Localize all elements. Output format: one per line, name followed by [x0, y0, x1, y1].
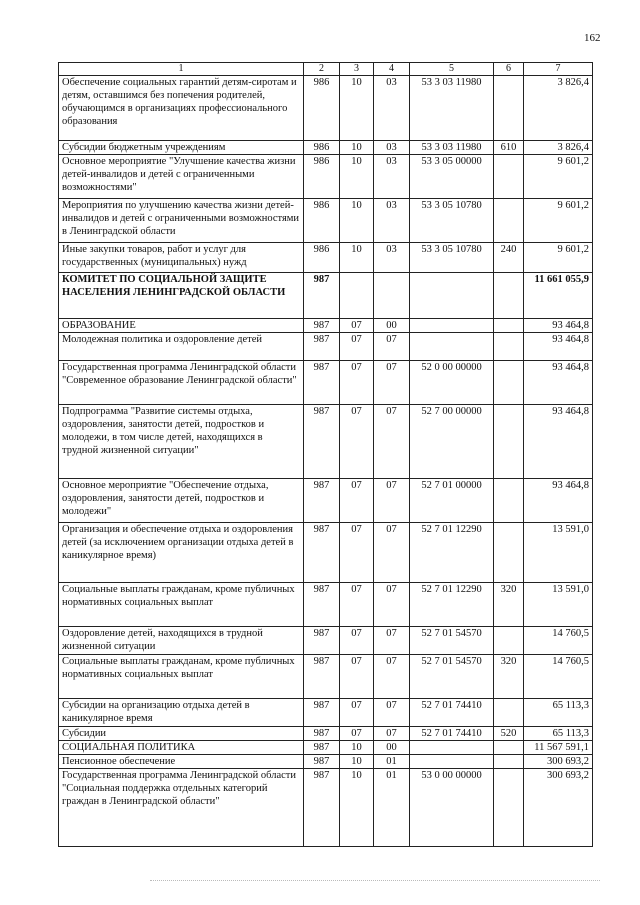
expense-type-cell — [494, 333, 524, 361]
expense-type-cell: 240 — [494, 243, 524, 273]
target-article-cell: 52 7 01 12290 — [410, 583, 494, 627]
agency-code-cell: 986 — [304, 76, 340, 141]
amount-cell: 93 464,8 — [524, 319, 593, 333]
table-row — [59, 727, 593, 741]
row-name-cell: Основное мероприятие "Обеспечение отдыха, оздоровления, занятости детей, подростков и молодежи" — [59, 479, 304, 523]
agency-code-cell: 987 — [304, 479, 340, 523]
agency-code-cell: 987 — [304, 769, 340, 847]
target-article-cell: 53 3 03 11980 — [410, 141, 494, 155]
table-row — [59, 243, 593, 273]
table-body — [59, 76, 593, 847]
row-name-cell: Социальные выплаты гражданам, кроме публичных нормативных социальных выплат — [59, 655, 304, 699]
scan-footer-line — [150, 880, 600, 881]
row-name-cell: Субсидии на организацию отдыха детей в каникулярное время — [59, 699, 304, 727]
section-cell: 10 — [340, 199, 374, 243]
expense-type-cell — [494, 273, 524, 319]
column-header: 1 — [59, 63, 304, 76]
column-header: 5 — [410, 63, 494, 76]
subsection-cell: 00 — [374, 741, 410, 755]
agency-code-cell: 987 — [304, 583, 340, 627]
row-name-cell: Обеспечение социальных гарантий детям-сиротам и детям, оставшимся без попечения родителей, обучающимся в организациях профессионального образования — [59, 76, 304, 141]
section-cell — [340, 273, 374, 319]
target-article-cell: 52 7 01 74410 — [410, 727, 494, 741]
expense-type-cell — [494, 755, 524, 769]
amount-cell: 3 826,4 — [524, 76, 593, 141]
agency-code-cell: 986 — [304, 155, 340, 199]
amount-cell: 9 601,2 — [524, 199, 593, 243]
subsection-cell: 07 — [374, 405, 410, 479]
column-header: 2 — [304, 63, 340, 76]
row-name-cell: Пенсионное обеспечение — [59, 755, 304, 769]
amount-cell: 65 113,3 — [524, 699, 593, 727]
table-row — [59, 755, 593, 769]
table-row — [59, 76, 593, 141]
target-article-cell: 53 3 05 10780 — [410, 243, 494, 273]
agency-code-cell: 987 — [304, 273, 340, 319]
section-cell: 07 — [340, 727, 374, 741]
amount-cell: 11 661 055,9 — [524, 273, 593, 319]
subsection-cell: 03 — [374, 155, 410, 199]
agency-code-cell: 987 — [304, 699, 340, 727]
amount-cell: 11 567 591,1 — [524, 741, 593, 755]
target-article-cell: 52 7 01 12290 — [410, 523, 494, 583]
agency-code-cell: 987 — [304, 319, 340, 333]
agency-code-cell: 986 — [304, 243, 340, 273]
target-article-cell: 52 7 01 54570 — [410, 627, 494, 655]
amount-cell: 14 760,5 — [524, 627, 593, 655]
row-name-cell: Молодежная политика и оздоровление детей — [59, 333, 304, 361]
row-name-cell: Социальные выплаты гражданам, кроме публичных нормативных социальных выплат — [59, 583, 304, 627]
table-row — [59, 199, 593, 243]
table-row — [59, 155, 593, 199]
row-name-cell: КОМИТЕТ ПО СОЦИАЛЬНОЙ ЗАЩИТЕ НАСЕЛЕНИЯ ЛЕНИНГРАДСКОЙ ОБЛАСТИ — [59, 273, 304, 319]
table-row — [59, 479, 593, 523]
section-cell: 10 — [340, 141, 374, 155]
agency-code-cell: 987 — [304, 405, 340, 479]
agency-code-cell: 987 — [304, 523, 340, 583]
expense-type-cell — [494, 769, 524, 847]
table-row — [59, 741, 593, 755]
row-name-cell: Государственная программа Ленинградской области "Современное образование Ленинградской области" — [59, 361, 304, 405]
section-cell: 07 — [340, 655, 374, 699]
target-article-cell: 52 0 00 00000 — [410, 361, 494, 405]
section-cell: 10 — [340, 76, 374, 141]
row-name-cell: СОЦИАЛЬНАЯ ПОЛИТИКА — [59, 741, 304, 755]
agency-code-cell: 987 — [304, 361, 340, 405]
amount-cell: 14 760,5 — [524, 655, 593, 699]
expense-type-cell — [494, 699, 524, 727]
amount-cell: 9 601,2 — [524, 155, 593, 199]
agency-code-cell: 987 — [304, 655, 340, 699]
table-row — [59, 333, 593, 361]
section-cell: 07 — [340, 583, 374, 627]
expense-type-cell — [494, 627, 524, 655]
section-cell: 07 — [340, 405, 374, 479]
target-article-cell — [410, 273, 494, 319]
table-header-row — [59, 63, 593, 76]
amount-cell: 93 464,8 — [524, 361, 593, 405]
section-cell: 07 — [340, 523, 374, 583]
column-header: 7 — [524, 63, 593, 76]
target-article-cell: 52 7 01 00000 — [410, 479, 494, 523]
subsection-cell: 01 — [374, 755, 410, 769]
subsection-cell: 07 — [374, 333, 410, 361]
section-cell: 07 — [340, 627, 374, 655]
section-cell: 07 — [340, 699, 374, 727]
section-cell: 10 — [340, 243, 374, 273]
expense-type-cell — [494, 319, 524, 333]
amount-cell: 300 693,2 — [524, 769, 593, 847]
column-header: 4 — [374, 63, 410, 76]
table-row — [59, 583, 593, 627]
target-article-cell — [410, 319, 494, 333]
agency-code-cell: 987 — [304, 333, 340, 361]
table-row — [59, 699, 593, 727]
column-header: 3 — [340, 63, 374, 76]
subsection-cell: 00 — [374, 319, 410, 333]
row-name-cell: Государственная программа Ленинградской области "Социальная поддержка отдельных категорий граждан в Ленинградской области" — [59, 769, 304, 847]
target-article-cell — [410, 333, 494, 361]
expense-type-cell: 520 — [494, 727, 524, 741]
subsection-cell: 03 — [374, 199, 410, 243]
row-name-cell: Субсидии бюджетным учреждениям — [59, 141, 304, 155]
amount-cell: 13 591,0 — [524, 583, 593, 627]
amount-cell: 9 601,2 — [524, 243, 593, 273]
table-row — [59, 361, 593, 405]
row-name-cell: Организация и обеспечение отдыха и оздоровления детей (за исключением организации отдыха детей в каникулярное время) — [59, 523, 304, 583]
expense-type-cell — [494, 76, 524, 141]
table-row — [59, 655, 593, 699]
expense-type-cell — [494, 405, 524, 479]
target-article-cell: 52 7 01 74410 — [410, 699, 494, 727]
expense-type-cell: 610 — [494, 141, 524, 155]
row-name-cell: Иные закупки товаров, работ и услуг для государственных (муниципальных) нужд — [59, 243, 304, 273]
target-article-cell: 52 7 00 00000 — [410, 405, 494, 479]
row-name-cell: Оздоровление детей, находящихся в трудной жизненной ситуации — [59, 627, 304, 655]
subsection-cell — [374, 273, 410, 319]
table-row — [59, 319, 593, 333]
target-article-cell: 52 7 01 54570 — [410, 655, 494, 699]
subsection-cell: 07 — [374, 523, 410, 583]
agency-code-cell: 986 — [304, 141, 340, 155]
expense-type-cell — [494, 155, 524, 199]
subsection-cell: 07 — [374, 699, 410, 727]
table-row — [59, 523, 593, 583]
expense-type-cell — [494, 199, 524, 243]
table-row — [59, 769, 593, 847]
expense-type-cell: 320 — [494, 655, 524, 699]
target-article-cell: 53 0 00 00000 — [410, 769, 494, 847]
subsection-cell: 07 — [374, 627, 410, 655]
section-cell: 07 — [340, 333, 374, 361]
row-name-cell: Субсидии — [59, 727, 304, 741]
subsection-cell: 03 — [374, 243, 410, 273]
section-cell: 07 — [340, 479, 374, 523]
subsection-cell: 03 — [374, 76, 410, 141]
table-row — [59, 405, 593, 479]
table-row — [59, 627, 593, 655]
table-row — [59, 273, 593, 319]
subsection-cell: 07 — [374, 727, 410, 741]
agency-code-cell: 987 — [304, 627, 340, 655]
expense-type-cell — [494, 361, 524, 405]
row-name-cell: ОБРАЗОВАНИЕ — [59, 319, 304, 333]
amount-cell: 13 591,0 — [524, 523, 593, 583]
expense-type-cell — [494, 523, 524, 583]
section-cell: 10 — [340, 741, 374, 755]
row-name-cell: Мероприятия по улучшению качества жизни детей-инвалидов и детей с ограниченными возможностями в Ленинградской области — [59, 199, 304, 243]
agency-code-cell: 987 — [304, 727, 340, 741]
subsection-cell: 07 — [374, 655, 410, 699]
subsection-cell: 01 — [374, 769, 410, 847]
budget-table — [58, 62, 593, 847]
section-cell: 10 — [340, 155, 374, 199]
page-number: 162 — [584, 32, 601, 44]
subsection-cell: 07 — [374, 583, 410, 627]
subsection-cell: 07 — [374, 361, 410, 405]
amount-cell: 65 113,3 — [524, 727, 593, 741]
subsection-cell: 07 — [374, 479, 410, 523]
target-article-cell: 53 3 05 10780 — [410, 199, 494, 243]
target-article-cell — [410, 741, 494, 755]
section-cell: 07 — [340, 361, 374, 405]
column-header: 6 — [494, 63, 524, 76]
section-cell: 10 — [340, 769, 374, 847]
target-article-cell: 53 3 03 11980 — [410, 76, 494, 141]
amount-cell: 93 464,8 — [524, 479, 593, 523]
subsection-cell: 03 — [374, 141, 410, 155]
section-cell: 07 — [340, 319, 374, 333]
table-row — [59, 141, 593, 155]
expense-type-cell: 320 — [494, 583, 524, 627]
amount-cell: 93 464,8 — [524, 333, 593, 361]
amount-cell: 3 826,4 — [524, 141, 593, 155]
row-name-cell: Подпрограмма "Развитие системы отдыха, оздоровления, занятости детей, подростков и молодежи, в том числе детей, находящихся в трудной жизненной ситуации" — [59, 405, 304, 479]
section-cell: 10 — [340, 755, 374, 769]
target-article-cell — [410, 755, 494, 769]
agency-code-cell: 987 — [304, 741, 340, 755]
agency-code-cell: 986 — [304, 199, 340, 243]
amount-cell: 300 693,2 — [524, 755, 593, 769]
amount-cell: 93 464,8 — [524, 405, 593, 479]
row-name-cell: Основное мероприятие "Улучшение качества жизни детей-инвалидов и детей с ограниченными возможностями" — [59, 155, 304, 199]
target-article-cell: 53 3 05 00000 — [410, 155, 494, 199]
expense-type-cell — [494, 741, 524, 755]
agency-code-cell: 987 — [304, 755, 340, 769]
expense-type-cell — [494, 479, 524, 523]
